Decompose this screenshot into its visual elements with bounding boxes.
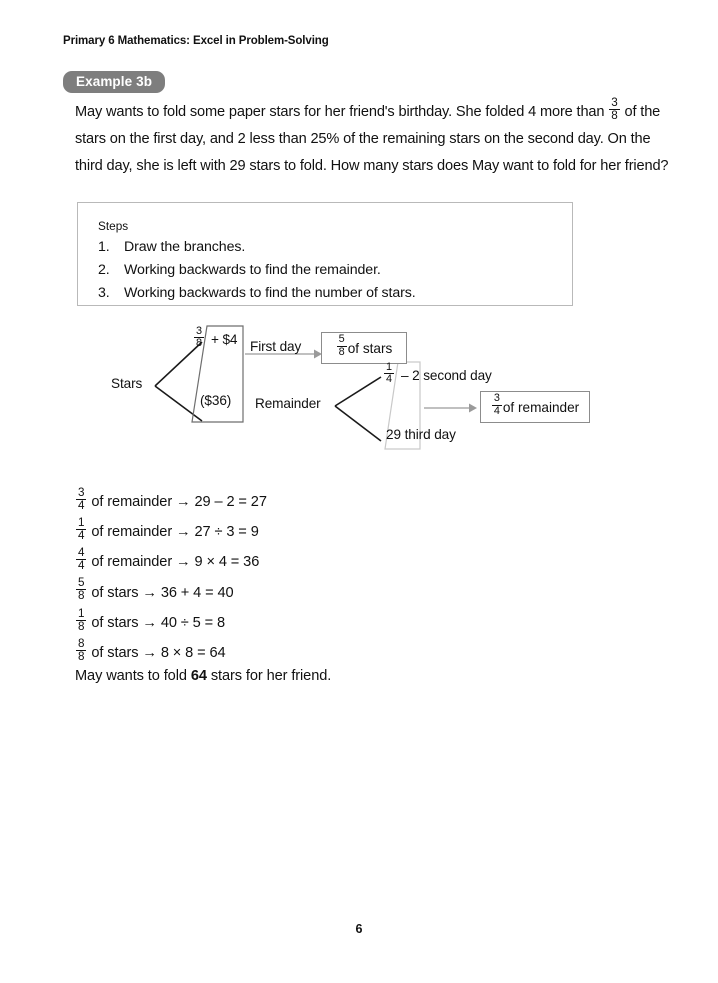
fraction-denominator: 4: [78, 529, 85, 542]
diagram-box-five-eighths-of-stars: [321, 332, 407, 364]
solution-line: [75, 487, 495, 517]
answer-value: 64: [190, 668, 207, 684]
fraction-denominator: 8: [611, 108, 618, 122]
solution-line-text: of stars → 36 + 4 = 40: [87, 584, 234, 601]
fraction-denominator: 4: [386, 373, 392, 386]
solution-line: [75, 638, 495, 668]
problem-fraction-three-eighths: [609, 97, 619, 122]
fraction-denominator: 8: [78, 589, 85, 603]
diagram-label-first-day: First day: [250, 339, 302, 354]
page-number: 6: [355, 922, 363, 936]
branch-diagram: [0, 318, 718, 468]
diagram-label-stars: Stars: [111, 376, 143, 391]
solution-line-text: of remainder → 29 – 2 = 27: [87, 494, 267, 510]
example-badge: Example 3b: [63, 71, 165, 93]
fraction-denominator: 8: [78, 619, 85, 633]
fraction-five-eighths: [337, 334, 347, 357]
step-item: [98, 259, 548, 282]
step-text: Working backwards to find the remainder.: [124, 262, 381, 278]
diagram-branch-operation-second: – 2 second day: [400, 367, 492, 383]
fraction-denominator: 8: [78, 649, 85, 663]
answer-prefix: May wants to fold: [75, 668, 191, 684]
solution-line-text: of remainder → 27 ÷ 3 = 9: [87, 524, 259, 541]
steps-box: [77, 202, 573, 306]
step-item: [98, 282, 548, 305]
solution-line: [75, 547, 495, 577]
fraction-denominator: 4: [78, 559, 85, 573]
solution-fraction: [76, 608, 86, 633]
fraction-denominator: 4: [78, 498, 85, 512]
problem-text-part1: May wants to fold some paper stars for her friend's birthday. She folded 4 more than: [75, 104, 609, 121]
step-number: 2.: [98, 262, 110, 278]
fraction-denominator: 4: [493, 404, 500, 417]
diagram-branch-operation: + $4: [210, 331, 238, 347]
fraction-numerator: 1: [78, 606, 85, 620]
problem-text-part2: of the stars on the first day, and 2 less than 25% of the remaining stars on the second day. On the third day, she is left with 29 stars to fold. How many stars does May want to fold for her friend?: [75, 104, 669, 175]
step-text: Draw the branches.: [124, 239, 246, 255]
solution-fraction: [76, 547, 86, 572]
solution-fraction: [76, 487, 86, 512]
solution-fraction: [76, 517, 86, 542]
step-number: 3.: [98, 285, 110, 301]
diagram-box-text: of remainder: [502, 399, 580, 415]
diagram-branch-upper-second: [383, 361, 492, 387]
steps-title: Steps: [98, 219, 129, 233]
diagram-branch-upper-first: [193, 325, 238, 351]
fraction-three-quarters: [492, 393, 502, 416]
fraction-numerator: 3: [493, 392, 500, 405]
steps-list: [98, 236, 548, 305]
fraction-denominator: 8: [196, 337, 202, 350]
fraction-numerator: 3: [196, 325, 202, 338]
solution-line-text: of remainder → 9 × 4 = 36: [87, 554, 260, 571]
diagram-label-remainder: Remainder: [255, 396, 321, 411]
fraction-numerator: 1: [386, 361, 392, 374]
diagram-box-text: of stars: [347, 340, 393, 356]
step-number: 1.: [98, 239, 110, 255]
problem-statement: [75, 95, 675, 180]
solution-fraction: [76, 638, 86, 663]
step-text: Working backwards to find the number of stars.: [124, 285, 416, 301]
solution-steps: [75, 487, 495, 668]
arrow-head-remainder: [469, 404, 477, 413]
fraction-numerator: 3: [611, 95, 618, 109]
solution-fraction: [76, 577, 86, 602]
diagram-branch-lower-second: 29 third day: [386, 427, 456, 442]
fraction-one-quarter: [384, 362, 394, 385]
fraction-numerator: 5: [338, 333, 345, 346]
solution-line-text: of stars → 40 ÷ 5 = 8: [87, 614, 226, 631]
answer-suffix: stars for her friend.: [206, 668, 332, 684]
step-item: [98, 236, 548, 259]
fraction-three-eighths: [194, 326, 204, 349]
fraction-numerator: 1: [78, 515, 85, 529]
solution-line-text: of stars → 8 × 8 = 64: [87, 645, 226, 662]
solution-line: [75, 578, 495, 608]
fraction-numerator: 3: [78, 485, 85, 499]
solution-line: [75, 608, 495, 638]
diagram-box-three-quarters-of-remainder: [480, 391, 590, 423]
diagram-branch-lower-first: ($36): [200, 393, 232, 408]
fraction-numerator: 5: [78, 576, 85, 590]
final-answer: [75, 668, 331, 684]
fraction-numerator: 8: [78, 636, 85, 650]
solution-line: [75, 517, 495, 547]
fraction-numerator: 4: [78, 546, 85, 560]
branch-line-remainder-lower: [335, 406, 381, 441]
fraction-denominator: 8: [338, 345, 345, 358]
branch-line-remainder-upper: [335, 377, 381, 406]
running-head: Primary 6 Mathematics: Excel in Problem-Solving: [63, 35, 329, 47]
